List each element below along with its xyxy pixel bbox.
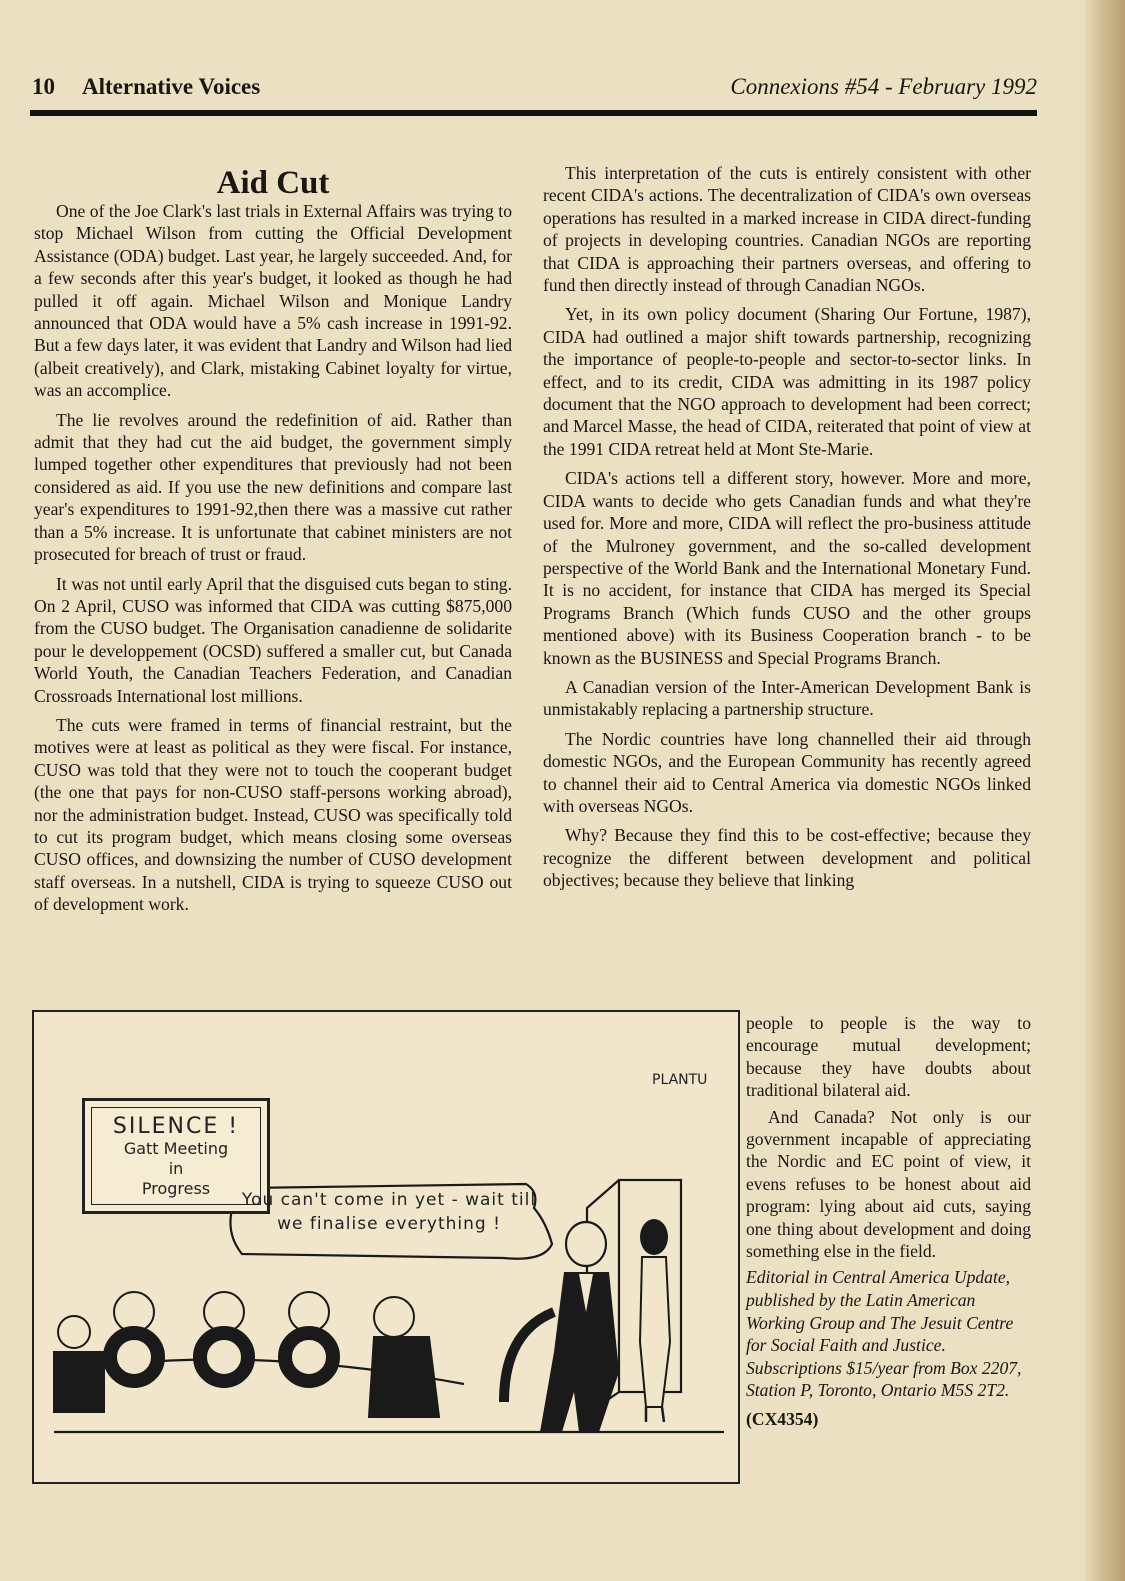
speech-text: You can't come in yet - wait till we finalise everything ! [241,1190,537,1234]
sign-heading: SILENCE ! [112,1114,240,1139]
paragraph: CIDA's actions tell a different story, however. More and more, CIDA wants to decide who gets Canadian funds and what they're used for. More and more, CIDA will reflect the pro-business attitude of the Mulroney government, and the so-called development perspective of the World Bank and the International Monetary Fund. It is no accident, for instance that CIDA has merged its Special Programs Branch (Which funds CUSO and the other groups mentioned above) with its Business Cooperation branch - to be known as the BUSINESS and Special Programs Branch. [543,468,1031,668]
paragraph: Why? Because they find this to be cost-effective; because they recognize the different between development and political objectives; because they believe that linking [543,825,1031,891]
delegates [54,1292,439,1417]
cartoon-drawing [34,1012,738,1482]
paragraph: people to people is the way to encourage mutual development; because they have doubts about traditional bilateral aid. [746,1013,1031,1101]
editorial-cartoon [32,1010,740,1484]
page-edge [1085,0,1125,1581]
paragraph: Yet, in its own policy document (Sharing Our Fortune, 1987), CIDA had outlined a major shift towards partnership, recognizing the importance of people-to-people and sector-to-sector links. In effect, and to its credit, CIDA was admitting in its 1987 policy document that the NGO approach to development had been correct; and Marcel Masse, the head of CIDA, reiterated that point of view at the 1991 CIDA retreat held at Mont Ste-Marie. [543,304,1031,459]
paragraph: A Canadian version of the Inter-American Development Bank is unmistakably replacing a partnership structure. [543,676,1031,720]
sign-text: Progress [141,1179,211,1198]
right-column-continuation [746,1012,1031,1434]
article-code: (CX4354) [746,1409,819,1430]
sign-text: in [168,1159,184,1178]
paragraph: The cuts were framed in terms of financial restraint, but the motives were at least as political as they were fiscal. For instance, CUSO was told that they were not to touch the cooperant budget (the one that pays for non-CUSO staff-persons working abroad), nor the administration budget. Instead, CUSO was specifically told to cut its program budget, which means closing some overseas CUSO offices, and downsizing the number of CUSO development staff overseas. In a nutshell, CIDA is trying to squeeze CUSO out of development work. [34,714,512,915]
left-column [34,200,512,923]
running-header [32,74,1037,106]
article-title: Aid Cut [216,165,330,201]
paragraph: The Nordic countries have long channelled their aid through domestic NGOs, and the European Community has recently agreed to channel their aid to Central America via domestic NGOs linked with overseas NGOs. [543,728,1031,816]
section-title: Alternative Voices [82,74,261,99]
source-credit: Editorial in Central America Update, published by the Latin American Working Group and The Jesuit Centre for Social Faith and Justice. Subscriptions $15/year from Box 2207, Station P, Toronto, Ontario M5S 2T2. [746,1267,1022,1401]
right-column [543,162,1031,899]
sign-text: Gatt Meeting [123,1139,229,1158]
paragraph: One of the Joe Clark's last trials in External Affairs was trying to stop Michael Wilson from cutting the Official Development Assistance (ODA) budget. Last year, he largely succeeded. And, for a few seconds after this year's budget, it looked as though he had pulled it off again. Michael Wilson and Monique Landry announced that ODA would have a 5% cash increase in 1991-92. But a few days later, it was evident that Landry and Wilson had lied (albeit creatively), and Clark, mistaking Cabinet loyalty for virtue, was an accomplice. [34,201,512,401]
page-number: 10 [32,74,55,99]
header-rule [30,110,1037,116]
artist-signature: PLANTU [652,1072,708,1088]
paragraph: It was not until early April that the disguised cuts began to sting. On 2 April, CUSO was informed that CIDA was cutting $875,000 from the CUSO budget. The Organisation canadienne de solidarite pour le developpement (OCSD) suffered a smaller cut, but Canada World Youth, the Canadian Teachers Federation, and Canadian Crossroads International lost millions. [34,573,512,706]
paragraph: The lie revolves around the redefinition of aid. Rather than admit that they had cut the aid budget, the government simply lumped together other expenditures that previously had not been considered as aid. If you use the new definitions and compare last year's expenditures to 1991-92,then there was a massive cut rather than a 5% increase. It is unfortunate that cabinet ministers are not prosecuted for breach of trust or fraud. [34,409,512,565]
issue-info: Connexions #54 - February 1992 [730,74,1037,99]
doorman-figure [504,1222,619,1432]
paragraph: This interpretation of the cuts is entirely consistent with other recent CIDA's actions. The decentralization of CIDA's own overseas operations has resulted in a marked increase in CIDA direct-funding of projects in developing countries. Canadian NGOs are reporting that CIDA is approaching their partners overseas, and offering to fund then directly instead of through Canadian NGOs. [543,163,1031,296]
paragraph: And Canada? Not only is our government incapable of appreciating the Nordic and EC point of view, it evens refuses to be honest about aid program: lying about aid cuts, saying one thing about development and doing something else in the field. [746,1106,1031,1262]
